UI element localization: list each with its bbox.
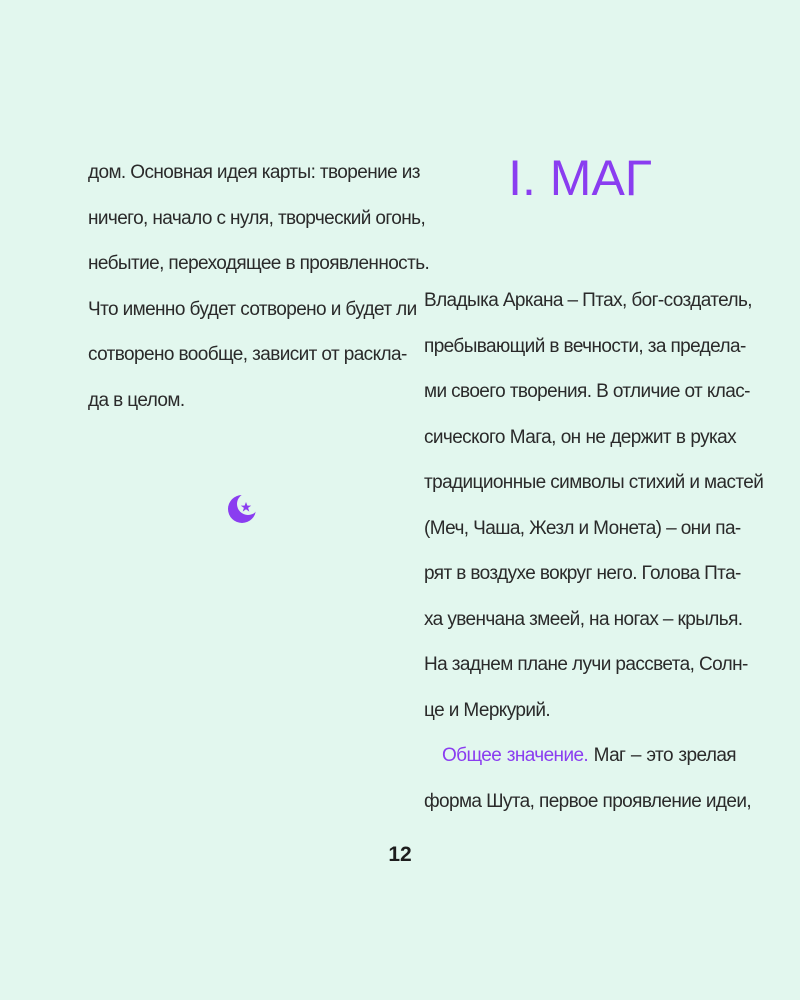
right-column-text (424, 278, 764, 824)
text-line: дом. Основная идея карты: творение из (88, 162, 420, 183)
general-meaning-line (424, 733, 736, 779)
text-line: ха увенчана змеей, на ногах – крылья. (424, 608, 743, 630)
text-line: форма Шута, первое проявление идеи, (424, 790, 752, 812)
text-line: небытие, переходящее в проявленность. (88, 253, 430, 274)
general-meaning-text: Маг – это зрелая (588, 745, 736, 766)
general-meaning-label: Общее значение. (442, 745, 589, 766)
text-line: (Меч, Чаша, Жезл и Монета) – они па- (424, 517, 741, 539)
text-line: це и Меркурий. (424, 699, 551, 721)
text-line: да в целом. (88, 389, 185, 411)
page-title: I. МАГ (508, 150, 652, 206)
text-line: традиционные символы стихий и мастей (424, 472, 764, 493)
text-line: ничего, начало с нуля, творческий огонь, (88, 207, 426, 229)
crescent-star-icon (226, 486, 260, 528)
text-line: рят в воздухе вокруг него. Голова Пта- (424, 563, 741, 584)
page-number: 12 (388, 843, 412, 866)
text-line: Владыка Аркана – Птах, бог-создатель, (424, 290, 752, 311)
text-line: На заднем плане лучи рассвета, Солн- (424, 654, 748, 675)
text-line: пребывающий в вечности, за предела- (424, 335, 746, 357)
text-line: Что именно будет сотворено и будет ли (88, 298, 417, 320)
text-line: ми своего творения. В отличие от клас- (424, 381, 750, 402)
text-line: сического Мага, он не держит в руках (424, 426, 736, 448)
left-column-text (88, 150, 430, 423)
text-line: сотворено вообще, зависит от раскла- (88, 344, 407, 365)
